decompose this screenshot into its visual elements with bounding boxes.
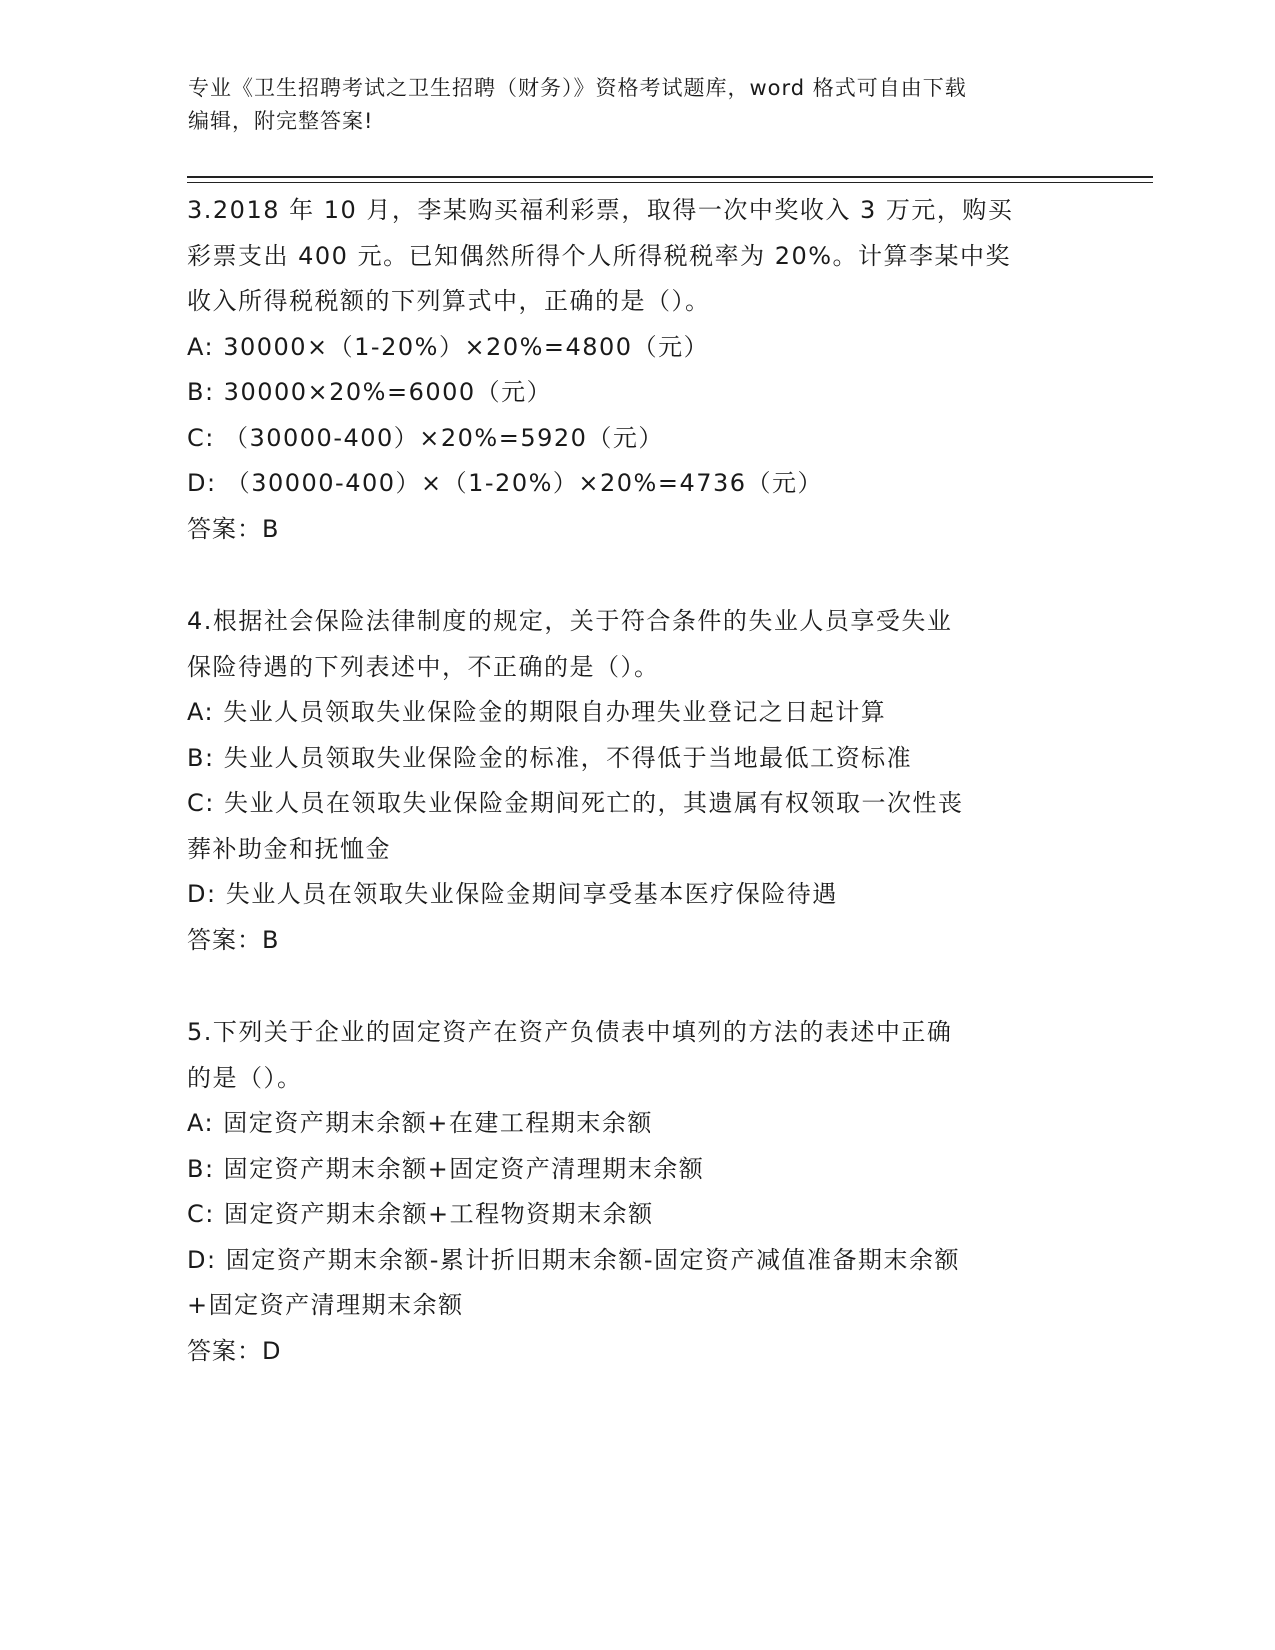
option-a: A: 30000×（1-20%）×20%=4800（元） bbox=[187, 332, 710, 361]
question-stem-line: 4.根据社会保险法律制度的规定，关于符合条件的失业人员享受失业 bbox=[187, 607, 953, 635]
option-d: D: 固定资产期末余额-累计折旧期末余额-固定资产减值准备期末余额 bbox=[187, 1245, 961, 1274]
question-5 bbox=[187, 1010, 1087, 1374]
question-stem-line: 5.下列关于企业的固定资产在资产负债表中填列的方法的表述中正确 bbox=[187, 1018, 953, 1046]
question-stem-line: 3.2018 年 10 月，李某购买福利彩票，取得一次中奖收入 3 万元，购买 bbox=[187, 196, 1014, 224]
header-divider-thin bbox=[187, 182, 1153, 183]
option-a: A: 固定资产期末余额+在建工程期末余额 bbox=[187, 1109, 653, 1137]
option-c-continued: 葬补助金和抚恤金 bbox=[187, 834, 391, 863]
option-b: B: 30000×20%=6000（元） bbox=[187, 378, 553, 406]
option-c: C: （30000-400）×20%=5920（元） bbox=[187, 423, 664, 452]
question-4 bbox=[187, 599, 1087, 963]
question-stem-line: 收入所得税税额的下列算式中，正确的是（）。 bbox=[187, 287, 711, 315]
question-list bbox=[187, 188, 1087, 1374]
option-d: D: （30000-400）×（1-20%）×20%=4736（元） bbox=[187, 469, 824, 497]
question-3 bbox=[187, 188, 1087, 552]
option-a: A: 失业人员领取失业保险金的期限自办理失业登记之日起计算 bbox=[187, 698, 887, 726]
question-spacer bbox=[187, 552, 1087, 599]
option-b: B: 失业人员领取失业保险金的标准，不得低于当地最低工资标准 bbox=[187, 743, 913, 772]
option-d-continued: +固定资产清理期末余额 bbox=[187, 1291, 464, 1319]
answer-label: 答案：B bbox=[187, 925, 280, 954]
option-b: B: 固定资产期末余额+固定资产清理期末余额 bbox=[187, 1154, 705, 1183]
answer-label: 答案：B bbox=[187, 514, 280, 543]
intro-line: 专业《卫生招聘考试之卫生招聘（财务）》资格考试题库，word 格式可自由下载 bbox=[188, 76, 967, 100]
question-stem-line: 的是（）。 bbox=[187, 1063, 303, 1092]
document-intro bbox=[188, 72, 1068, 138]
option-c: C: 失业人员在领取失业保险金期间死亡的，其遗属有权领取一次性丧 bbox=[187, 789, 964, 817]
answer-label: 答案：D bbox=[187, 1336, 282, 1365]
option-d: D: 失业人员在领取失业保险金期间享受基本医疗保险待遇 bbox=[187, 880, 838, 908]
header-divider-thick bbox=[187, 176, 1153, 178]
question-stem-line: 保险待遇的下列表述中，不正确的是（）。 bbox=[187, 652, 660, 681]
intro-line: 编辑，附完整答案! bbox=[188, 109, 374, 133]
option-c: C: 固定资产期末余额+工程物资期末余额 bbox=[187, 1200, 654, 1228]
question-stem-line: 彩票支出 400 元。已知偶然所得个人所得税税率为 20%。计算李某中奖 bbox=[187, 241, 1012, 270]
question-spacer bbox=[187, 963, 1087, 1010]
